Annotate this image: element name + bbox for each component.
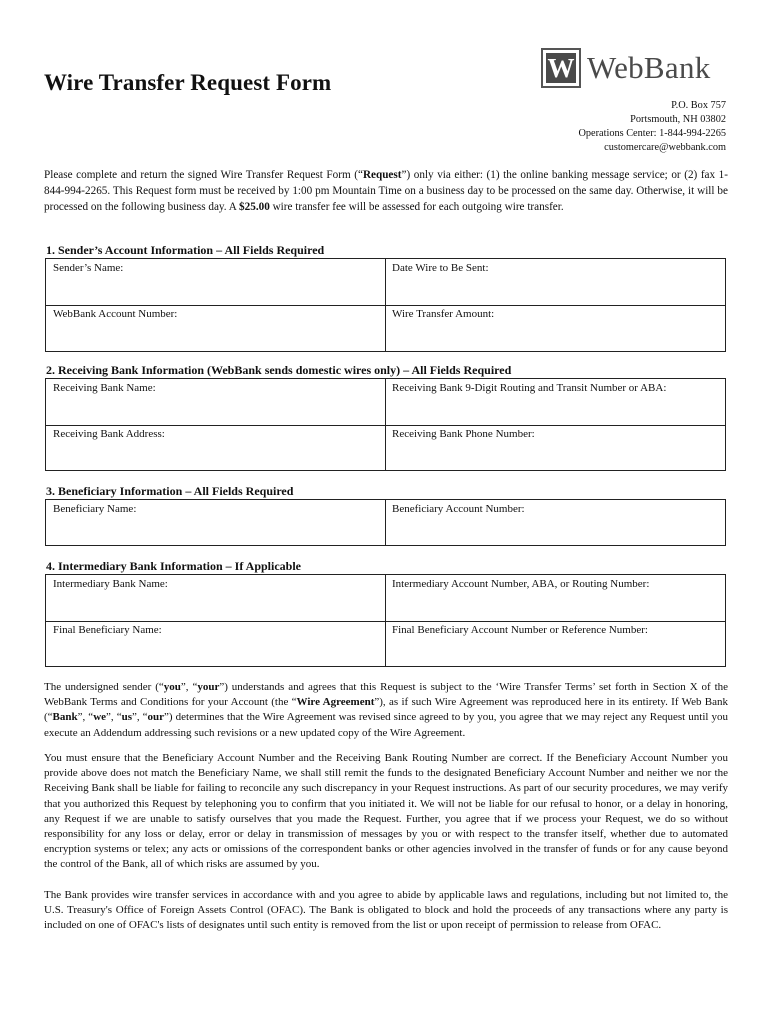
beneficiary-account-number-field[interactable]: Beneficiary Account Number:	[392, 503, 525, 515]
logo-mark-icon	[541, 48, 581, 88]
routing-number-field[interactable]: Receiving Bank 9-Digit Routing and Transit Number or ABA:	[392, 382, 667, 394]
address-phone: Operations Center: 1-844-994-2265	[578, 128, 726, 139]
section-2-heading: 2. Receiving Bank Information (WebBank sends domestic wires only) – All Fields Required	[46, 363, 512, 377]
beneficiary-table	[45, 499, 726, 546]
address-email: customercare@webbank.com	[604, 142, 726, 153]
terms-paragraph-2: You must ensure that the Beneficiary Account Number and the Receiving Bank Routing Number are correct. If the Beneficiary Account Number you provide above does not match the Beneficiary Name, we shall still remit the funds to the designated Beneficiary Account Number and neither we nor the Receiving Bank shall be liable for failing to reconcile any such discrepancy in your Request instructions. As part of our security procedures, we may verify that you authorized this Request by telephoning you to confirm that you initiated it. We will not be liable for our refusal to honor, or a delay in honoring, any Request if we are unable to satisfy ourselves that you made the Request. Further, you agree that if we process your Request, we do so without responsibility for any loss or delay, error or delay in transmission of messages by you or with respect to the transfer itself, whether due to automated encryption systems or telex; any acts or omissions of the correspondent banks or other agencies involved in the transfer of funds or for any cause beyond the control of the Bank, all of which risks are assumed by you.	[44, 752, 728, 871]
logo-wordmark: WebBank	[587, 50, 711, 85]
webbank-logo	[541, 48, 711, 88]
section-4-heading: 4. Intermediary Bank Information – If Applicable	[46, 559, 302, 573]
intermediary-account-number-field[interactable]: Intermediary Account Number, ABA, or Routing Number:	[392, 578, 650, 590]
receiving-bank-address-field[interactable]: Receiving Bank Address:	[53, 428, 165, 440]
intermediary-bank-name-field[interactable]: Intermediary Bank Name:	[53, 578, 168, 590]
wire-transfer-amount-field[interactable]: Wire Transfer Amount:	[392, 308, 495, 320]
page-title: Wire Transfer Request Form	[44, 70, 332, 95]
intermediary-bank-table	[45, 574, 726, 667]
terms-paragraph-3: The Bank provides wire transfer services in accordance with and you agree to abide by applicable laws and regulations, including but not limited to, the U.S. Treasury's Office of Foreign Assets Control (OFAC). The Bank is obligated to block and hold the proceeds of any transactions where any party is included on one of OFAC's lists of designates until such entity is removed from the list or upon receipt of permission to release from OFAC.	[44, 889, 728, 932]
logo-mark-letter: W	[547, 52, 575, 83]
sender-account-table	[45, 258, 726, 352]
webbank-account-number-field[interactable]: WebBank Account Number:	[53, 308, 178, 320]
section-1-heading: 1. Sender’s Account Information – All Fields Required	[46, 243, 325, 257]
address-po-box: P.O. Box 757	[671, 100, 726, 111]
receiving-bank-name-field[interactable]: Receiving Bank Name:	[53, 382, 156, 394]
section-3-heading: 3. Beneficiary Information – All Fields Required	[46, 484, 294, 498]
beneficiary-name-field[interactable]: Beneficiary Name:	[53, 503, 137, 515]
terms-paragraph-1: The undersigned sender (“you”, “your”) understands and agrees that this Request is subject to the ‘Wire Transfer Terms’ set forth in Section X of the WebBank Terms and Conditions for your Account (the “Wire Agreement”), as if such Wire Agreement was reproduced here in its entirety. If Web Bank (“Bank”, “we”, “us”, “our”) determines that the Wire Agreement was revised since agreed to by you, you agree that we may reject any Request until you execute an Addendum addressing such revisions or a new updated copy of the Wire Agreement.	[44, 681, 729, 739]
receiving-bank-phone-field[interactable]: Receiving Bank Phone Number:	[392, 428, 535, 440]
final-beneficiary-account-field[interactable]: Final Beneficiary Account Number or Reference Number:	[392, 624, 648, 636]
senders-name-field[interactable]: Sender’s Name:	[53, 262, 124, 274]
date-wire-sent-field[interactable]: Date Wire to Be Sent:	[392, 262, 489, 274]
final-beneficiary-name-field[interactable]: Final Beneficiary Name:	[53, 624, 162, 636]
address-city: Portsmouth, NH 03802	[630, 114, 726, 125]
intro-paragraph: Please complete and return the signed Wire Transfer Request Form (“Request”) only via either: (1) the online banking message service; or (2) fax 1-844-994-2265. This Request form must be received by 1:00 pm Mountain Time on a business day to be processed on the same day. Otherwise, it will be processed on the following business day. A $25.00 wire transfer fee will be assessed for each outgoing wire transfer.	[44, 169, 728, 213]
receiving-bank-table	[45, 378, 726, 471]
bank-address	[578, 99, 726, 155]
